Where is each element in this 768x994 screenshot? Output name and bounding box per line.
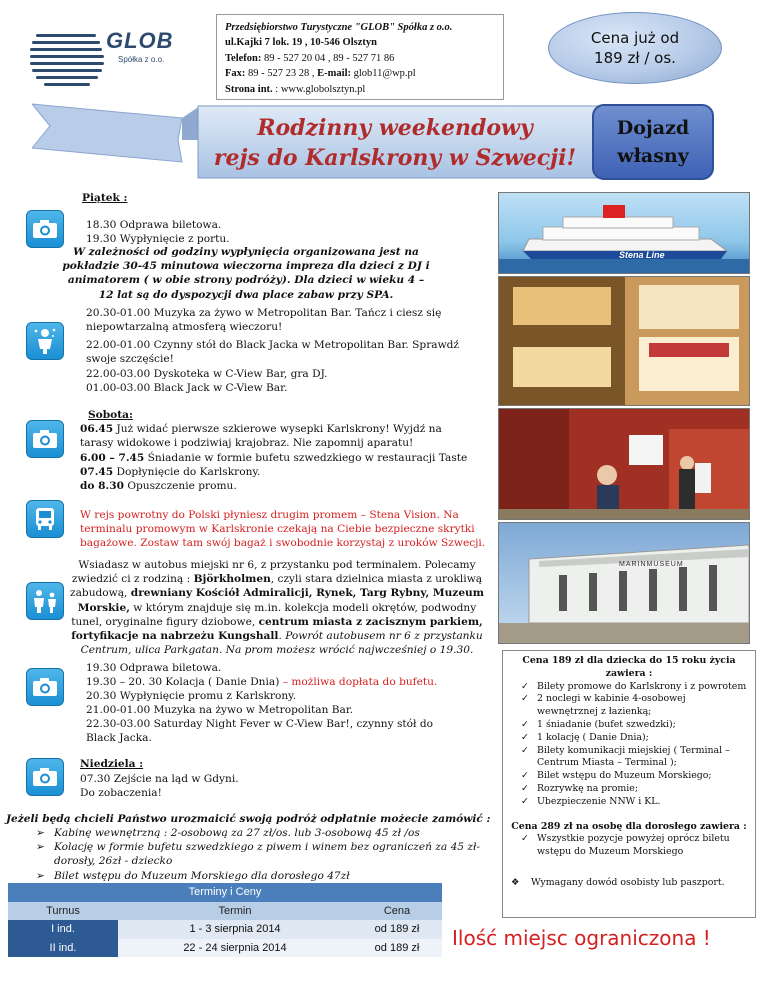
evening-line-1: 20.30-01.00 Muzyka za żywo w Metropolitan Bar. Tańcz i ciesz się niepowtarzalną atmosferą wieczoru! xyxy=(86,307,442,334)
town-photo xyxy=(498,408,750,520)
friday-heading: Piątek : xyxy=(82,192,128,204)
museum-photo xyxy=(498,522,750,644)
saturday-evening-line-1: 19.30 Odprawa biletowa. xyxy=(86,662,222,674)
table-cell: 1 - 3 sierpnia 2014 xyxy=(118,920,352,939)
list-item: ✓ Bilet wstępu do Muzeum Morskiego; xyxy=(517,770,747,783)
table-cell: II ind. xyxy=(8,939,118,958)
offer-title-line2: rejs do Karlskrony w Szwecji! xyxy=(213,145,577,171)
saturday-line-3: 07.45 Dopłynięcie do Karlskrony. xyxy=(80,466,261,478)
diamond-bullet-icon: ❖ xyxy=(511,876,520,888)
extras-list xyxy=(36,826,506,883)
logo-name: GLOB xyxy=(106,28,174,53)
museum-sign-text: MARINMUSEUM xyxy=(619,561,684,568)
list-item: ✓ 2 noclegi w kabinie 4-osobowej wewnętrznej z łazienką; xyxy=(517,693,747,719)
list-item: ✓ Ubezpieczenie NNW i KL. xyxy=(517,796,747,809)
offer-title-line1: Rodzinny weekendowy xyxy=(257,115,533,141)
table-cell: od 189 zł xyxy=(352,939,442,958)
evening-line-3: 22.00-03.00 Dyskoteka w C-View Bar, gra DJ. xyxy=(86,368,328,380)
saturday-line-1: 06.45 Już widać pierwsze szkierowe wysepki Karlskrony! Wyjdź na tarasy widokowe i podziwiaj krajobraz. Nie zapomnij aparatu! xyxy=(80,423,442,450)
terms-col-cena: Cena xyxy=(352,902,442,921)
saturday-line-2: 6.00 – 7.45 Śniadanie w formie bufetu szwedzkiego w restauracji Taste xyxy=(80,452,468,464)
extras-heading: Jeżeli będą chcieli Państwo urozmaicić swoją podróż odpłatnie możecie zamówić : xyxy=(6,813,491,825)
sunday-line-1: 07.30 Zejście na ląd w Gdyni. xyxy=(80,773,239,785)
extras-item: ➢ Kabinę wewnętrzną : 2-osobową za 27 zł/os. lub 3-osobową 45 zł /os xyxy=(36,827,420,839)
sunday-line-2: Do zobaczenia! xyxy=(80,787,162,799)
terms-col-turnus: Turnus xyxy=(8,902,118,921)
price-includes-box xyxy=(502,650,756,918)
saturday-evening-line-4: 21.00-01.00 Muzyka na żywo w Metropolitan Bar. xyxy=(86,704,354,716)
friday-line-1: 18.30 Odprawa biletowa. xyxy=(86,219,222,231)
adult-price-heading: Cena 289 zł na osobę dla dorosłego zawiera : xyxy=(511,820,747,832)
price-bubble-line2: 189 zł / os. xyxy=(594,49,676,67)
saturday-heading: Sobota: xyxy=(88,409,133,421)
offer-title xyxy=(200,113,590,173)
bus-icon xyxy=(26,500,64,538)
price-bubble xyxy=(548,12,722,84)
camera-icon xyxy=(26,758,64,796)
logo-subtitle: Spółka z o.o. xyxy=(118,55,165,64)
company-fax-line: Fax: 89 - 527 23 28 , E-mail: glob11@wp.pl xyxy=(225,68,416,80)
list-item: ✓ Bilety komunikacji miejskiej ( Terminal – Centrum Miasta – Terminal ); xyxy=(517,745,747,771)
transport-badge xyxy=(592,104,714,180)
ferry-brand-text: Stena Line xyxy=(619,250,665,260)
saturday-line-4: do 8.30 Opuszczenie promu. xyxy=(80,480,237,492)
cabin-photo xyxy=(498,276,750,406)
company-info-box xyxy=(216,14,504,100)
company-address: ul.Kajki 7 lok. 19 , 10-546 Olsztyn xyxy=(225,37,377,49)
child-price-heading: Cena 189 zł dla dziecka do 15 roku życia zawiera : xyxy=(522,655,736,679)
limited-seats-notice: Ilość miejsc ograniczona ! xyxy=(452,926,711,950)
camera-icon xyxy=(26,420,64,458)
saturday-evening-line-5: 22.30-03.00 Saturday Night Fever w C-View Bar!, czynny stół do Black Jacka. xyxy=(86,718,433,745)
terms-table xyxy=(8,883,442,957)
terms-col-termin: Termin xyxy=(118,902,352,921)
table-cell: od 189 zł xyxy=(352,920,442,939)
id-requirement-note: ❖ Wymagany dowód osobisty lub paszport. xyxy=(511,876,725,888)
extras-item: ➢ Kolację w formie bufetu szwedzkiego z piwem i winem bez ograniczeń za 45 zł- dorosły, 26zł - dziecko xyxy=(36,841,481,868)
list-item: ✓ Bilety promowe do Karlskrony i z powrotem xyxy=(517,681,747,694)
return-ferry-notice: W rejs powrotny do Polski płyniesz drugim promem – Stena Vision. Na terminalu promowym w Karlskronie czekają na Ciebie bezpieczne skrytki bagażowe. Zostaw tam swój bagaż i swobodnie korzystaj z uroków Szwecji. xyxy=(80,509,486,550)
table-row xyxy=(8,920,442,939)
list-item: ✓ 1 kolację ( Danie Dnia); xyxy=(517,732,747,745)
party-icon xyxy=(26,322,64,360)
price-bubble-line1: Cena już od xyxy=(590,29,680,47)
extras-item: ➢ Bilet wstępu do Muzeum Morskiego dla dorosłego 47zł xyxy=(36,869,350,882)
saturday-evening-line-3: 20.30 Wypłynięcie promu z Karlskrony. xyxy=(86,690,297,702)
terms-table-header: Terminy i Ceny xyxy=(8,883,442,902)
company-web-line: Strona int. : www.globolsztyn.pl xyxy=(225,83,366,95)
friday-kids-note: W zależności od godziny wypłynięcia organizowana jest na pokładzie 30-45 minutowa wieczorna impreza dla dzieci z DJ i animatorem ( w obie strony podróży). Dla dzieci w wieku 4 – 12 lat są do dyspozycji dwa place zabaw przy SPA. xyxy=(62,246,430,301)
adult-price-items xyxy=(517,833,747,859)
transport-line2: własny xyxy=(617,145,689,167)
list-item: ✓ Rozrywkę na promie; xyxy=(517,783,747,796)
saturday-evening-line-2: 19.30 – 20. 30 Kolacja ( Danie Dnia) – możliwa dopłata do bufetu. xyxy=(86,676,438,688)
table-cell: 22 - 24 sierpnia 2014 xyxy=(118,939,352,958)
transport-line1: Dojazd xyxy=(616,117,690,139)
camera-icon xyxy=(26,668,64,706)
company-name: Przedsiębiorstwo Turystyczne "GLOB" Spółka z o.o. xyxy=(225,22,453,33)
company-phone-line: Telefon: 89 - 527 20 04 , 89 - 527 71 86 xyxy=(225,52,395,64)
sunday-heading: Niedziela : xyxy=(80,758,144,770)
table-cell: I ind. xyxy=(8,920,118,939)
list-item: ✓ 1 śniadanie (bufet szwedzki); xyxy=(517,719,747,732)
child-price-items xyxy=(517,681,747,809)
list-item: ✓ Wszystkie pozycje powyżej oprócz biletu wstępu do Muzeum Morskiego xyxy=(517,833,747,859)
sightseeing-icon xyxy=(26,582,64,620)
city-sightseeing-text: Wsiadasz w autobus miejski nr 6, z przystanku pod terminalem. Polecamy zwiedzić ci z rodziną : Björkholmen, czyli stara dzielnica miasta z urokliwą zabudową, drewniany Kościół Admiralicji, Rynek, Targ Rybny, Muzeum Morskie, w którym znajduje się m.in. kolekcja modeli okrętów, podwodny tunel, oryginalne figury dziobowe, centrum miasta z zacisznym parkiem, fortyfikacje na nabrzeżu Kungshall. Powrót autobusem nr 6 z przystanku Centrum, ulica Parkgatan. Na prom możesz wrócić najwcześniej o 19.30. xyxy=(70,559,484,657)
evening-line-4: 01.00-03.00 Black Jack w C-View Bar. xyxy=(86,382,288,394)
table-row xyxy=(8,939,442,958)
evening-line-2: 22.00-01.00 Czynny stół do Black Jacka w Metropolitan Bar. Sprawdź swoje szczęście! xyxy=(86,339,460,366)
camera-icon xyxy=(26,210,64,248)
ferry-photo xyxy=(498,192,750,274)
friday-line-2: 19.30 Wypłynięcie z portu. xyxy=(86,233,230,245)
